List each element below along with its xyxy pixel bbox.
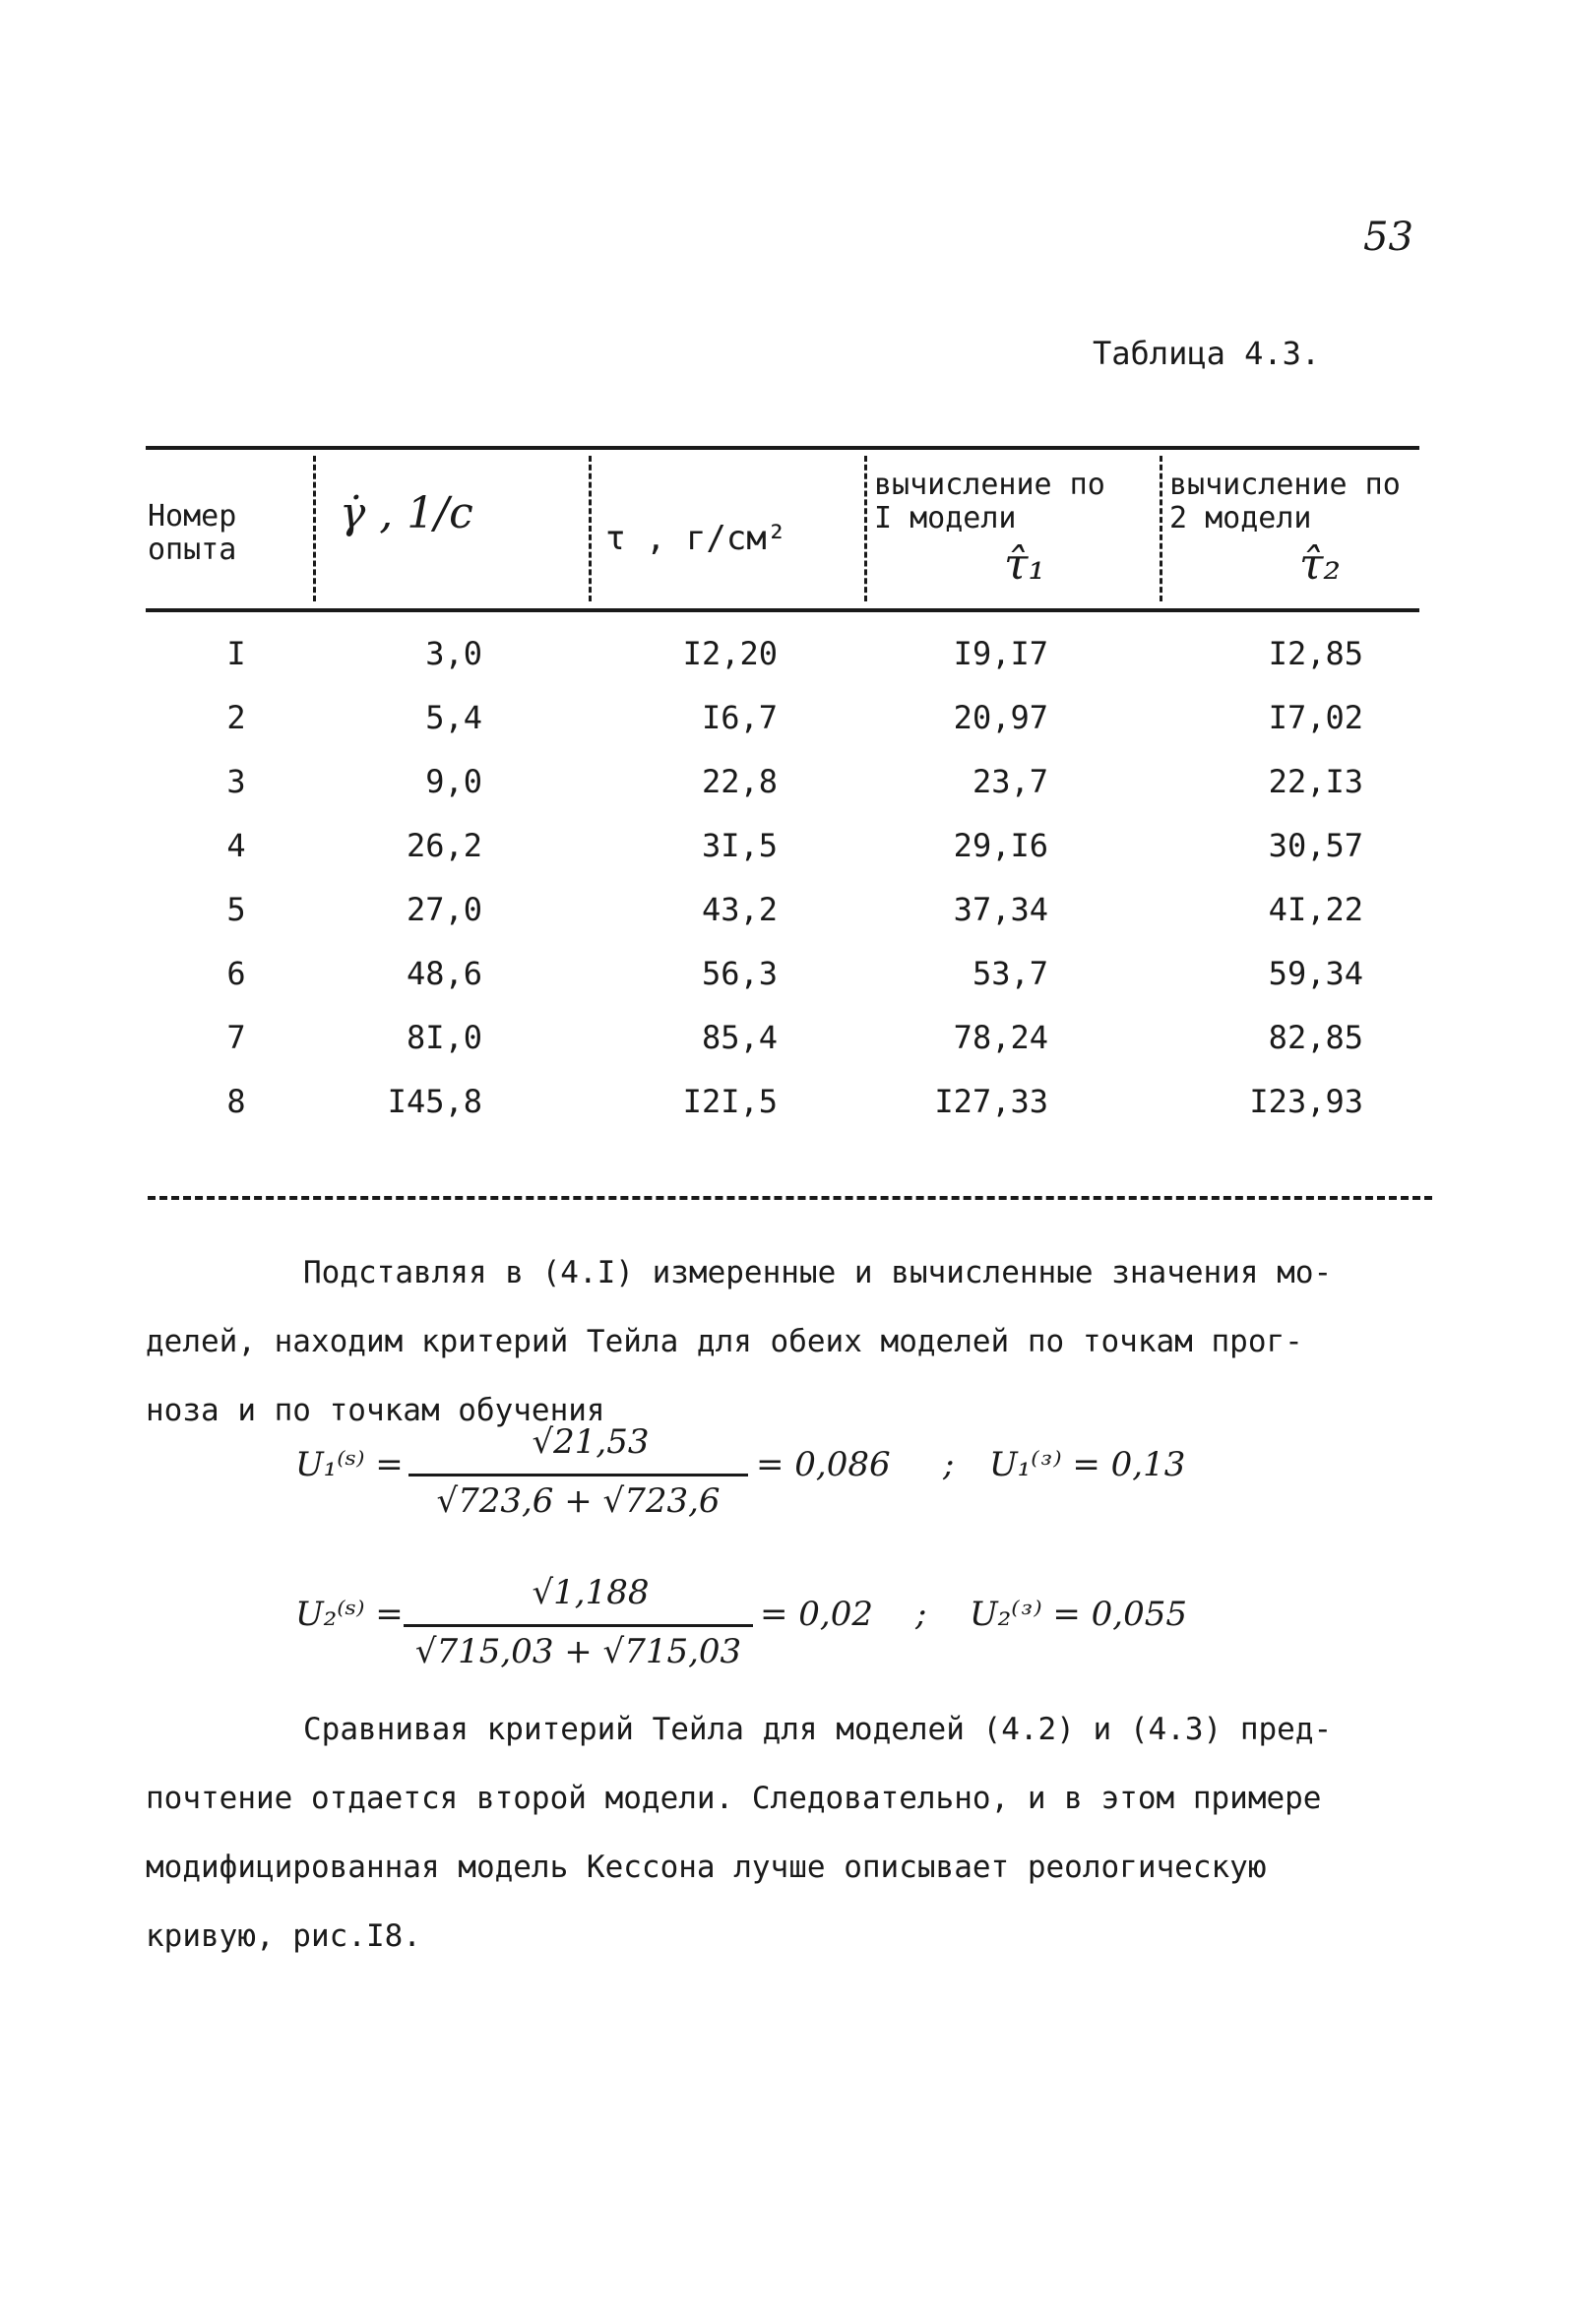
dashed-divider [148, 1196, 1432, 1200]
table-cell-tau: 56,3 [701, 955, 778, 992]
table-cell-rate: I45,8 [387, 1083, 482, 1120]
table-cell-tau: I2,20 [682, 635, 778, 672]
table-cell-n: 2 [226, 699, 246, 736]
table-cell-rate: 8I,0 [406, 1019, 482, 1056]
table-cell-tau: 85,4 [701, 1019, 778, 1056]
table-cell-n: I [226, 635, 246, 672]
table-cell-m2: 30,57 [1268, 827, 1363, 864]
table-header-rule [146, 608, 1419, 612]
table-cell-tau: I6,7 [701, 699, 778, 736]
table-cell-m1: 20,97 [953, 699, 1048, 736]
header-experiment: Номер опыта [148, 499, 237, 567]
table-cell-m1: 37,34 [953, 891, 1048, 928]
table-cell-rate: 5,4 [425, 699, 482, 736]
table-cell-tau: 22,8 [701, 763, 778, 800]
paragraph-intro: Подставляя в (4.I) измеренные и вычисленные значения мо- делей, находим критерий Тейла для обеих моделей по точкам прог- ноза и по точкам обучения [146, 1255, 1333, 1428]
table-cell-n: 5 [226, 891, 246, 928]
table-cell-m1: I9,I7 [953, 635, 1048, 672]
header-model-1: вычисление по I модели [874, 468, 1105, 535]
header-shear-rate: γ̇ , 1/с [340, 488, 473, 538]
table-cell-rate: 3,0 [425, 635, 482, 672]
table-cell-n: 8 [226, 1083, 246, 1120]
table-cell-m2: I7,02 [1268, 699, 1363, 736]
table-cell-n: 3 [226, 763, 246, 800]
header-model-2: вычисление по 2 модели [1169, 468, 1401, 535]
table-cell-m2: I2,85 [1268, 635, 1363, 672]
page-number: 53 [1363, 215, 1413, 260]
table-cell-rate: 27,0 [406, 891, 482, 928]
header-model-2-symbol: τ̂₂ [1299, 539, 1341, 590]
table-cell-n: 7 [226, 1019, 246, 1056]
table-top-rule [146, 446, 1419, 450]
table-cell-m2: I23,93 [1249, 1083, 1363, 1120]
table-cell-m2: 4I,22 [1268, 891, 1363, 928]
table-cell-tau: 3I,5 [701, 827, 778, 864]
table-cell-m2: 82,85 [1268, 1019, 1363, 1056]
table-cell-rate: 48,6 [406, 955, 482, 992]
table-cell-n: 6 [226, 955, 246, 992]
table-cell-tau: I2I,5 [682, 1083, 778, 1120]
table-cell-m2: 22,I3 [1268, 763, 1363, 800]
table-cell-m1: 29,I6 [953, 827, 1048, 864]
column-separator [864, 456, 867, 601]
column-separator [1160, 456, 1162, 601]
table-cell-rate: 9,0 [425, 763, 482, 800]
table-caption: Таблица 4.3. [1093, 335, 1321, 372]
table-cell-m1: 53,7 [972, 955, 1048, 992]
table-cell-m1: I27,33 [934, 1083, 1048, 1120]
table-cell-rate: 26,2 [406, 827, 482, 864]
header-model-1-symbol: τ̂₁ [1004, 539, 1045, 590]
column-separator [589, 456, 592, 601]
paragraph-conclusion: Сравнивая критерий Тейла для моделей (4.2) и (4.3) пред- почтение отдается второй модели. Следовательно, и в этом примере модифицированная модель Кессона лучше описывает реологическую кривую, рис.I8. [146, 1712, 1333, 1954]
table-cell-tau: 43,2 [701, 891, 778, 928]
header-stress: τ , г/см² [605, 519, 787, 558]
column-separator [313, 456, 316, 601]
table-cell-m1: 23,7 [972, 763, 1048, 800]
table-cell-m1: 78,24 [953, 1019, 1048, 1056]
table-cell-n: 4 [226, 827, 246, 864]
table-cell-m2: 59,34 [1268, 955, 1363, 992]
